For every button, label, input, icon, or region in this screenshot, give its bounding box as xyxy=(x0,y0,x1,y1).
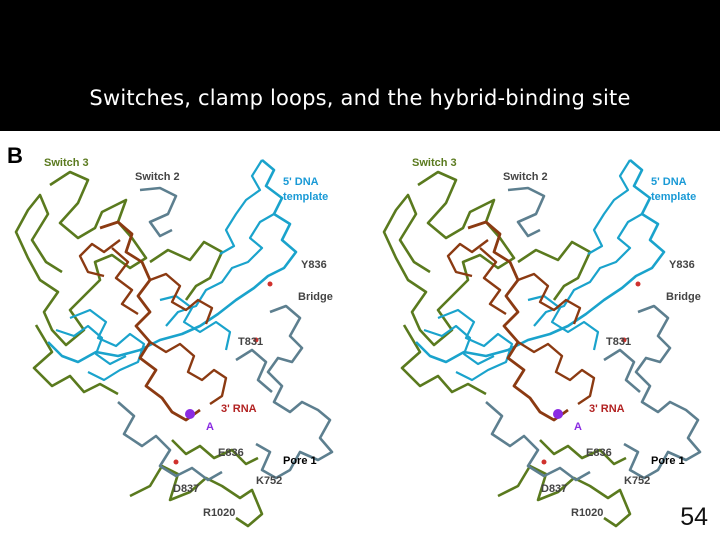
label-5-dna: 5' DNA xyxy=(283,176,319,188)
label-pore1: Pore 1 xyxy=(283,455,317,467)
stereo-figure xyxy=(0,131,720,540)
stereo-view-left xyxy=(16,157,333,526)
residue-marker xyxy=(174,460,179,465)
label-t831: T831 xyxy=(238,336,264,348)
dna-5prime-end xyxy=(220,160,262,254)
panel-letter: B xyxy=(7,143,23,168)
label-3-rna: 3' RNA xyxy=(221,403,257,415)
magnesium-ion-a xyxy=(185,409,195,419)
label-a: A xyxy=(206,421,214,433)
label-y836: Y836 xyxy=(301,259,327,271)
label-bridge: Bridge xyxy=(298,291,333,303)
label-e836: E836 xyxy=(218,447,244,459)
label-switch2: Switch 2 xyxy=(135,171,180,183)
label-switch3: Switch 3 xyxy=(44,157,89,169)
gray-strand-right xyxy=(236,350,272,392)
rna-bases-3 xyxy=(150,342,226,404)
dna-bases-3 xyxy=(70,310,144,380)
green-strand-pore xyxy=(172,440,258,464)
label-d837: D837 xyxy=(173,483,200,495)
label-k752: K752 xyxy=(256,475,283,487)
gray-strand-lower xyxy=(118,402,222,480)
switch2-backbone xyxy=(140,188,176,236)
stereo-view-right xyxy=(384,157,701,526)
residue-marker xyxy=(268,282,273,287)
page-number: 54 xyxy=(680,503,708,531)
green-strand-center xyxy=(150,242,222,300)
slide-title: Switches, clamp loops, and the hybrid-binding site xyxy=(89,86,631,110)
label-template: template xyxy=(283,191,329,203)
dna-bases-2 xyxy=(160,296,230,350)
bridge-backbone xyxy=(256,306,332,478)
title-bar xyxy=(0,0,720,131)
green-strand-bottom xyxy=(130,466,262,526)
label-r1020: R1020 xyxy=(203,507,236,519)
